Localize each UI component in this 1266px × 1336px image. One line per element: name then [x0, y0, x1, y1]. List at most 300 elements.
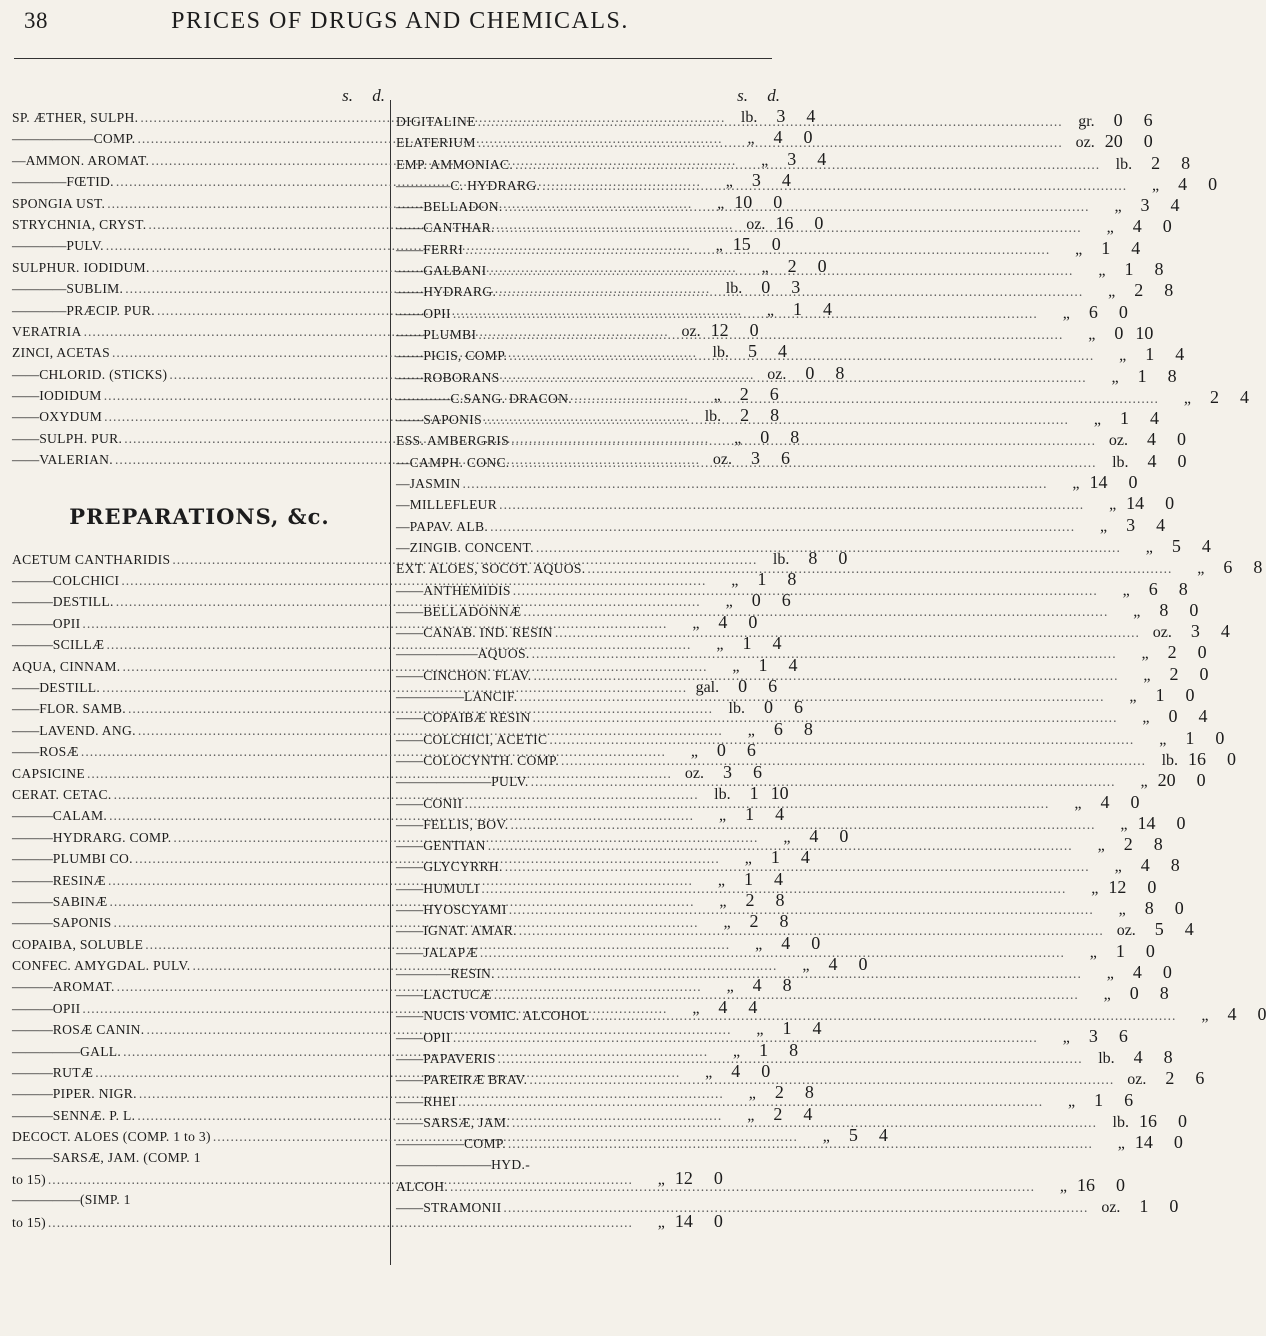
entry-dash: —— [12, 388, 40, 404]
entry-name: COPAIBÆ RESIN [423, 710, 531, 726]
price-shillings: 4 [828, 954, 838, 975]
shillings-header: s. [342, 86, 353, 105]
leader-dots [464, 793, 1049, 814]
entry-unit: „ [1159, 730, 1167, 748]
entry-name: PIPER. NIGR. [52, 1086, 137, 1102]
price-row [396, 1154, 782, 1175]
entry-unit: „ [734, 429, 742, 447]
entry-dash: —— [396, 284, 424, 300]
entry-unit: „ [1108, 283, 1116, 301]
price-pence: 0 [1118, 301, 1128, 322]
price-shillings: 3 [722, 761, 732, 782]
entry-dash: ——— [12, 979, 53, 995]
entry-name: GALL. [79, 1043, 122, 1059]
entry-dash: ——— [12, 851, 53, 867]
price-shillings: 2 [739, 384, 749, 405]
price-shillings: 16 [775, 212, 794, 233]
price-pence: 0 [1215, 727, 1225, 748]
entry-dash: ——————— [396, 1156, 492, 1172]
price-shillings: 3 [1126, 514, 1136, 535]
price-row [396, 876, 1157, 898]
entry-dash: ——— [12, 594, 53, 610]
price-row [12, 1210, 723, 1232]
price-pence: 4 [1156, 514, 1166, 535]
entry-dash: —————— [12, 131, 94, 147]
price-shillings: 6 [773, 718, 783, 739]
entry-name: VERATRIA [12, 323, 82, 339]
price-pence: 8 [1253, 557, 1263, 578]
entry-name: CANAB. IND. RESIN [423, 625, 553, 641]
price-shillings: 3 [751, 170, 761, 191]
entry-dash: —— [396, 987, 424, 1003]
leader-dots [480, 942, 1065, 963]
price-pence: 6 [781, 448, 791, 469]
price-pence: 4 [775, 804, 785, 825]
entry-dash: —— [396, 710, 424, 726]
entry-name: CERAT. CETAC. [12, 786, 112, 802]
price-pence: 0 [803, 127, 813, 148]
entry-name: IODIDUM [39, 388, 102, 404]
entry-unit: „ [732, 657, 740, 675]
entry-unit: oz. [1108, 432, 1128, 450]
price-shillings: 16 [1188, 748, 1207, 769]
price-shillings: 8 [808, 547, 818, 568]
price-pence: 6 [793, 697, 803, 718]
price-pence: 0 [713, 1210, 723, 1231]
price-pence: 0 [1177, 1110, 1187, 1131]
entry-unit: „ [1122, 581, 1130, 599]
leader-dots [450, 1176, 1035, 1197]
price-row [396, 131, 1153, 152]
price-row [396, 365, 1177, 387]
leader-dots [497, 217, 1082, 238]
entry-name: SENNÆ. P. L. [52, 1107, 136, 1123]
price-row [396, 685, 1195, 706]
entry-dash: — [396, 539, 410, 555]
entry-unit: „ [733, 1042, 741, 1060]
price-pence: 6 [1195, 1068, 1205, 1089]
entry-unit: „ [725, 593, 733, 611]
entry-unit: „ [690, 743, 698, 761]
price-pence: 10 [1135, 322, 1154, 343]
price-row [396, 663, 1209, 685]
price-row [396, 472, 1138, 493]
price-row [396, 770, 1206, 791]
price-pence: 0 [1169, 1196, 1179, 1217]
entry-dash: —— [396, 412, 424, 428]
entry-dash: —— [396, 1029, 424, 1045]
leader-dots [453, 303, 1038, 324]
price-shillings: 5 [1171, 535, 1181, 556]
price-pence: 0 [858, 954, 868, 975]
entry-name: CONII [423, 795, 463, 811]
entry-dash: —— [396, 369, 424, 385]
leader-dots [498, 1048, 1083, 1069]
leader-dots [512, 452, 1097, 473]
price-row [396, 727, 1225, 749]
page-number: 38 [24, 8, 48, 33]
entry-unit: lb. [1161, 751, 1179, 769]
price-row [396, 706, 1208, 727]
entry-unit: oz. [712, 451, 733, 469]
price-row [396, 1025, 1128, 1047]
price-pence: 4 [1198, 706, 1208, 727]
leader-dots [513, 580, 1098, 601]
entry-name: DECOCT. ALOES (COMP. 1 to 3) [12, 1129, 211, 1145]
price-pence: 4 [812, 1018, 822, 1039]
price-shillings: 12 [1108, 876, 1127, 897]
price-pence: 0 [1162, 961, 1172, 982]
price-pence: 8 [804, 1082, 814, 1103]
price-pence: 0 [1128, 472, 1138, 493]
price-pence: 0 [749, 319, 759, 340]
entry-unit: lb. [1112, 1113, 1129, 1131]
price-row [396, 983, 1169, 1004]
price-shillings: 1 [1124, 259, 1134, 280]
entry-name: HYOSCYAMI [423, 901, 507, 917]
price-shillings: 4 [1133, 1047, 1143, 1068]
price-row [396, 748, 1237, 770]
price-shillings: 3 [751, 448, 761, 469]
entry-name: MILLEFLEUR [409, 497, 498, 513]
left-units-header [12, 86, 387, 106]
entry-dash: ————— [396, 1136, 464, 1152]
leader-dots [532, 707, 1117, 728]
price-shillings: 1 [770, 847, 780, 868]
entry-name: PULV. [66, 238, 104, 254]
entry-unit: „ [1114, 858, 1122, 876]
price-row [396, 514, 1166, 536]
entry-dash: ——— [12, 915, 53, 931]
entry-name: EXT. ALOES, SOCOT. AQUOS. [396, 561, 586, 577]
entry-dash: —— [396, 1093, 424, 1109]
price-shillings: 14 [1089, 472, 1108, 493]
entry-name: CINCHON. FLAV. [423, 667, 532, 683]
price-shillings: 1 [1094, 1089, 1104, 1110]
entry-dash: —— [396, 816, 424, 832]
leader-dots [536, 537, 1121, 558]
price-shillings: 6 [1088, 301, 1098, 322]
price-pence: 0 [1176, 429, 1186, 450]
entry-name: RESINÆ [52, 872, 106, 888]
price-pence: 0 [1257, 1004, 1266, 1025]
price-row [396, 280, 1174, 301]
entry-name: CAMPH. CONC. [409, 454, 510, 470]
leader-dots [574, 388, 1159, 409]
entry-name: VALERIAN. [39, 452, 114, 468]
entry-name: PLUMBI [423, 326, 477, 342]
entry-name: HYD.- [491, 1156, 531, 1172]
entry-name: ROSÆ [39, 744, 79, 760]
entry-name: GENTIAN [423, 838, 486, 854]
price-pence: 8 [779, 911, 789, 932]
entry-dash: —— [12, 679, 40, 695]
price-shillings: 1 [1139, 1196, 1149, 1217]
entry-name: SULPH. PUR. [39, 430, 123, 446]
entry-dash: ———— [12, 302, 67, 318]
entry-name: PLUMBI CO. [52, 851, 133, 867]
entry-dash: —— [396, 603, 424, 619]
leader-dots [508, 1133, 1093, 1154]
leader-dots [561, 750, 1146, 771]
price-shillings: 0 [716, 740, 726, 761]
entry-dash: ————— [12, 1192, 80, 1208]
entry-unit: „ [1059, 1177, 1068, 1195]
entry-unit: „ [1111, 368, 1119, 386]
entry-name: AQUA, CINNAM. [12, 658, 121, 674]
price-shillings: 1 [1115, 940, 1125, 961]
entry-name: RUTÆ [52, 1065, 94, 1081]
entry-unit: „ [692, 614, 700, 632]
entry-unit: oz. [1152, 624, 1172, 642]
price-shillings: 5 [747, 341, 757, 362]
pence-header: d. [767, 86, 780, 105]
price-pence: 4 [822, 298, 832, 319]
price-pence: 4 [1170, 195, 1180, 216]
price-shillings: 4 [773, 127, 783, 148]
entry-dash: ——— [12, 637, 53, 653]
price-pence: 0 [1130, 791, 1140, 812]
entry-dash: —— [396, 731, 424, 747]
price-shillings: 2 [745, 889, 755, 910]
entry-dash: —— [12, 452, 40, 468]
leader-dots [488, 260, 1073, 281]
price-pence: 8 [1167, 365, 1177, 386]
price-pence: 6 [1118, 1025, 1128, 1046]
entry-name: PAPAVERIS [423, 1051, 496, 1067]
price-shillings: 4 [1178, 173, 1188, 194]
entry-name: AROMAT. [52, 979, 115, 995]
entry-dash: —— [396, 923, 424, 939]
entry-dash: ——— [12, 615, 53, 631]
entry-unit: „ [744, 850, 752, 868]
entry-dash: — [396, 476, 410, 492]
entry-dash: —— [396, 263, 424, 279]
entry-unit: „ [657, 1213, 665, 1231]
entry-name: ALCOH. [396, 1178, 449, 1194]
entry-name: SARSÆ, JAM. (COMP. 1 [52, 1149, 201, 1165]
entry-name: NUCIS VOMIC. ALCOHOL [423, 1008, 590, 1024]
entry-name: ZINGIB. CONCENT. [409, 539, 534, 555]
price-shillings: 4 [1146, 429, 1156, 450]
entry-unit: oz. [681, 322, 701, 340]
price-shillings: 6 [1223, 557, 1233, 578]
entry-name: ESS. AMBERGRIS [396, 433, 509, 449]
entry-unit: „ [718, 807, 727, 825]
price-shillings: 2 [1167, 642, 1177, 663]
leader-dots [488, 835, 1073, 856]
entry-unit: „ [1093, 411, 1101, 429]
price-shillings: 5 [1154, 919, 1164, 940]
leader-dots [509, 899, 1094, 920]
price-pence: 8 [782, 975, 792, 996]
entry-name: SP. ÆTHER, SULPH. [12, 110, 139, 125]
leader-dots [505, 196, 1090, 217]
entry-unit: „ [717, 871, 725, 889]
price-row [396, 110, 1153, 131]
entry-unit: „ [802, 957, 810, 975]
price-pence: 6 [781, 590, 791, 611]
head-rule [14, 58, 772, 59]
entry-unit: „ [1103, 986, 1111, 1004]
leader-dots [529, 1069, 1114, 1090]
shillings-header: s. [737, 86, 748, 105]
price-pence: 0 [838, 547, 848, 568]
entry-dash: —— [12, 430, 40, 446]
price-row [396, 173, 1218, 195]
entry-unit: „ [1097, 837, 1105, 855]
entry-unit: „ [725, 173, 733, 191]
entry-unit: „ [1098, 262, 1106, 280]
price-shillings: 1 [1155, 685, 1165, 706]
entry-unit: „ [657, 1170, 665, 1188]
entry-dash: —— [396, 859, 424, 875]
price-row [396, 322, 1154, 344]
price-shillings: 2 [1165, 1068, 1175, 1089]
leader-dots [515, 154, 1100, 175]
price-pence: 6 [769, 384, 779, 405]
entry-unit: „ [1091, 879, 1099, 897]
price-row [396, 578, 1188, 600]
entry-dash: — [396, 497, 410, 513]
entry-name: DESTILL. [52, 594, 114, 610]
entry-unit: oz. [746, 215, 766, 233]
leader-dots [519, 920, 1104, 941]
entry-dash: —— [396, 220, 424, 236]
entry-name: SUBLIM. [66, 281, 124, 297]
leader-dots [542, 175, 1127, 196]
entry-name: SCILLÆ [52, 637, 105, 653]
entry-unit: „ [1119, 347, 1127, 365]
entry-unit: oz. [767, 365, 787, 383]
entry-dash: ——— [12, 1065, 53, 1081]
price-row [396, 961, 1172, 983]
price-row [396, 621, 1230, 642]
entry-name: SAPONIS [423, 412, 482, 428]
price-shillings: 20 [1157, 770, 1176, 791]
entry-name: HYDRARG. [423, 284, 497, 300]
entry-name: OPII [423, 1029, 451, 1045]
price-shillings: 4 [1227, 1004, 1237, 1025]
entry-name: COMP. [463, 1136, 506, 1152]
entry-name: SPONGIA UST. [12, 195, 106, 211]
entry-unit: „ [1143, 666, 1151, 684]
price-shillings: 2 [749, 911, 759, 932]
price-shillings: 3 [1088, 1025, 1098, 1046]
entry-name: SARSÆ, JAM. [423, 1114, 510, 1130]
leader-dots [531, 771, 1116, 792]
price-pence: 4 [1201, 535, 1211, 556]
entry-name: BELLADON. [423, 199, 503, 215]
price-row [396, 897, 1184, 919]
entry-name: FERRI [423, 241, 464, 257]
price-shillings: 12 [710, 319, 729, 340]
price-shillings: 1 [745, 804, 755, 825]
entry-unit: „ [1075, 240, 1083, 258]
entry-unit: „ [1197, 560, 1205, 578]
entry-unit: „ [726, 978, 734, 996]
entry-name: CAPSICINE [12, 765, 85, 781]
price-pence: 4 [1239, 386, 1249, 407]
price-pence: 6 [752, 761, 762, 782]
entry-unit: „ [731, 572, 739, 590]
entry-unit: „ [716, 636, 724, 654]
price-row [396, 1047, 1173, 1068]
price-pence: 8 [1163, 1047, 1173, 1068]
leader-dots [502, 367, 1087, 388]
leader-dots [481, 878, 1066, 899]
leader-dots [534, 665, 1119, 686]
entry-name: FŒTID. [66, 174, 114, 190]
entry-unit: „ [1068, 1092, 1076, 1110]
price-pence: 0 [811, 932, 821, 953]
price-row [12, 1147, 387, 1168]
price-row [12, 1189, 387, 1210]
entry-name: (SIMP. 1 [79, 1192, 131, 1208]
price-pence: 0 [1162, 216, 1172, 237]
entry-unit: „ [756, 1021, 764, 1039]
price-pence: 6 [746, 740, 756, 761]
price-shillings: 3 [776, 106, 786, 126]
price-pence: 0 [839, 825, 849, 846]
entry-name: PRÆCIP. PUR. [66, 302, 155, 318]
entry-name: EMP. AMMONIAC. [396, 156, 514, 172]
price-shillings: 8 [1159, 599, 1169, 620]
entry-name: HUMULI [423, 880, 480, 896]
price-shillings: 0 [761, 277, 771, 298]
leader-dots [478, 111, 1063, 132]
price-shillings: 0 [763, 697, 773, 718]
price-shillings: 0 [738, 675, 748, 696]
entry-name: JALAPÆ [423, 944, 478, 960]
entry-unit: lb. [740, 109, 758, 126]
entry-name: PICIS, COMP. [423, 348, 508, 364]
entry-unit: „ [717, 194, 725, 212]
price-pence: 0 [1185, 685, 1195, 706]
entry-dash: —— [396, 305, 424, 321]
leader-dots [511, 430, 1096, 451]
entry-unit: „ [1129, 688, 1137, 706]
entry-dash: —— [12, 722, 40, 738]
entry-name: STRYCHNIA, CRYST. [12, 216, 147, 232]
entry-name: BELLADONNÆ [423, 603, 522, 619]
price-shillings: 16 [1138, 1110, 1157, 1131]
price-shillings: 2 [740, 405, 750, 426]
entry-dash: — [12, 152, 26, 168]
entry-unit: „ [715, 237, 723, 255]
price-row [396, 642, 1207, 663]
entry-name: COPAIBA, SOLUBLE [12, 936, 144, 952]
price-pence: 0 [1189, 599, 1199, 620]
price-shillings: 4 [1100, 791, 1110, 812]
entry-dash: —— [396, 348, 424, 364]
leader-dots [505, 856, 1090, 877]
price-pence: 0 [773, 191, 783, 212]
price-shillings: 3 [787, 148, 797, 169]
price-pence: 8 [1164, 280, 1174, 301]
price-row [396, 493, 1175, 514]
price-row [396, 426, 1186, 450]
price-pence: 0 [1165, 493, 1175, 514]
entry-name: RESIN. [450, 965, 495, 981]
entry-name: ZINCI, ACETAS [12, 345, 110, 361]
entry-dash: —————— [396, 646, 478, 662]
price-shillings: 1 [758, 654, 768, 675]
entry-unit: „ [1133, 602, 1141, 620]
price-shillings: 1 [742, 633, 752, 654]
entry-dash: —— [396, 241, 424, 257]
entry-name: STRAMONII [423, 1200, 502, 1216]
